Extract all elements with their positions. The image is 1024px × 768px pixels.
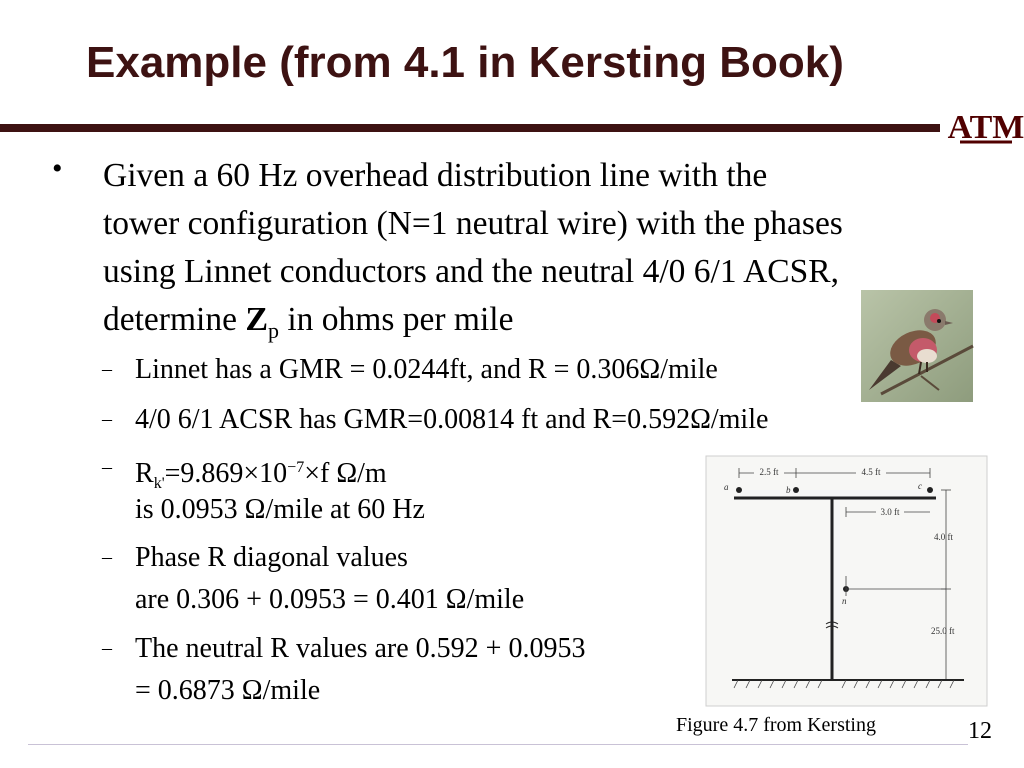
bullet-line-3: using Linnet conductors and the neutral 4/0 6/1 ACSR,	[103, 253, 839, 290]
bullet-marker: •	[52, 152, 63, 185]
subitem-neutral-line2: = 0.6873 Ω/mile	[135, 675, 321, 706]
rk-exponent: −7	[287, 459, 305, 476]
bullet-line-4-start: determine	[103, 301, 246, 338]
page-number: 12	[968, 718, 992, 744]
dim-vert1-label: 4.0 ft	[934, 532, 953, 542]
dim-bc-label: 4.5 ft	[861, 467, 881, 477]
dim-vert2-label: 25.0 ft	[931, 626, 955, 636]
slide-title: Example (from 4.1 in Kersting Book)	[86, 38, 844, 87]
subitem-neutral-line1: The neutral R values are 0.592 + 0.0953	[135, 633, 586, 664]
bullet-line-2: tower configuration (N=1 neutral wire) with the phases	[103, 205, 843, 242]
subitem-linnet: Linnet has a GMR = 0.0244ft, and R = 0.306Ω/mile	[135, 354, 718, 385]
subitem-acsr: 4/0 6/1 ACSR has GMR=0.00814 ft and R=0.592Ω/mile	[135, 404, 769, 435]
footer-divider	[28, 744, 968, 745]
rk-subscript: k'	[153, 475, 165, 492]
linnet-bird-photo	[861, 290, 973, 402]
dash-marker: –	[102, 408, 112, 430]
logo-text: ATM	[947, 109, 1024, 146]
subitem-rk-line2: is 0.0953 Ω/mile at 60 Hz	[135, 494, 425, 525]
dash-marker: –	[102, 546, 112, 568]
dash-marker: –	[102, 637, 112, 659]
z-subscript: p	[268, 318, 279, 343]
bullet-line-4	[103, 296, 993, 355]
subitem-phase-line2: are 0.306 + 0.0953 = 0.401 Ω/mile	[135, 584, 525, 615]
z-symbol: Z	[245, 301, 268, 338]
neutral-label: n	[842, 596, 847, 606]
rk-formula: =9.869×10	[164, 458, 288, 489]
title-divider	[0, 124, 940, 132]
bullet-line-4-end: in ohms per mile	[279, 301, 514, 338]
tower-configuration-figure	[706, 456, 987, 706]
bullet-line-1: Given a 60 Hz overhead distribution line with the	[103, 157, 768, 194]
figure-caption: Figure 4.7 from Kersting	[676, 714, 876, 736]
rk-symbol: R	[135, 458, 154, 489]
main-bullet	[103, 152, 993, 355]
phase-a-label: a	[724, 482, 729, 492]
dim-ab-label: 2.5 ft	[759, 467, 779, 477]
dash-marker: –	[102, 358, 112, 380]
subitem-phase-line1: Phase R diagonal values	[135, 542, 408, 573]
rk-formula-end: ×f Ω/m	[304, 458, 387, 489]
phase-c-label: c	[918, 481, 922, 491]
phase-b-label: b	[786, 485, 791, 495]
dash-marker: –	[102, 456, 112, 478]
dim-n-label: 3.0 ft	[880, 507, 900, 517]
atm-logo	[947, 98, 1024, 154]
